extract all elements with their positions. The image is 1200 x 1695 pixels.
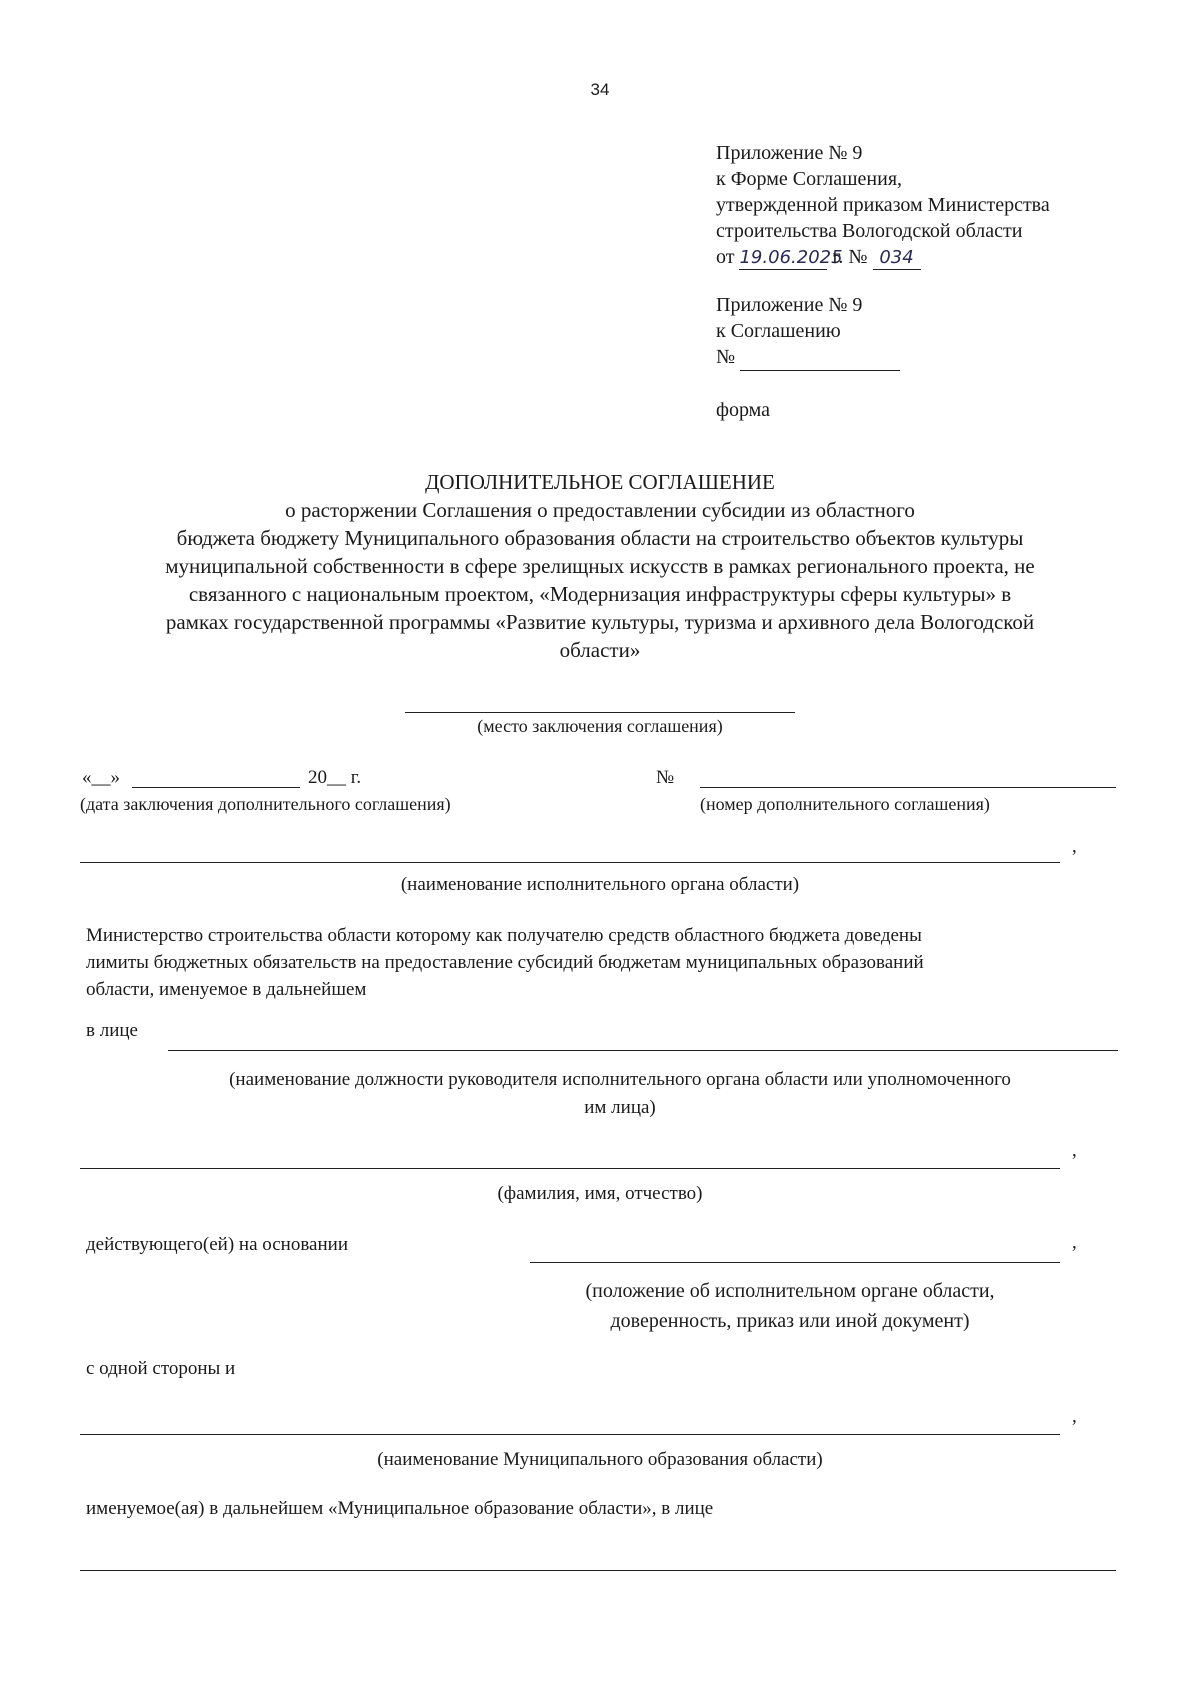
position-caption-line2: им лица) xyxy=(584,1097,656,1118)
date-caption: (дата заключения дополнительного соглашения) xyxy=(80,794,451,814)
supplement-number-blank xyxy=(700,787,1116,788)
appendix-agreement-line1: Приложение № 9 xyxy=(716,294,863,316)
number-label: г. № xyxy=(832,246,868,268)
title-line1: о расторжении Соглашения о предоставлении субсидии из областного xyxy=(285,498,915,522)
handwritten-date: 19.06.2025 xyxy=(739,247,843,268)
title-line3: муниципальной собственности в сфере зрелищных искусств в рамках регионального проекта, не xyxy=(165,554,1035,578)
title-line4: связанного с национальным проектом, «Модернизация инфраструктуры сферы культуры» в xyxy=(188,582,1012,606)
appendix-agreement-number-line xyxy=(716,344,900,371)
appendix-form-line2: к Форме Соглашения, xyxy=(716,168,903,190)
exec-body-comma: , xyxy=(1072,836,1077,857)
basis-caption-line2: доверенность, приказ или иной документ) xyxy=(610,1310,970,1332)
municipality-comma: , xyxy=(1072,1406,1077,1427)
basis-caption-line1: (положение об исполнительном органе области, xyxy=(585,1280,995,1302)
basis-comma: , xyxy=(1072,1232,1077,1253)
date-year: 20__ г. xyxy=(308,767,362,788)
agreement-number-blank xyxy=(740,344,900,371)
agreement-number-label: № xyxy=(716,346,736,368)
supplement-number-label: № xyxy=(656,767,675,788)
appendix-form-block xyxy=(716,140,1050,270)
fio-comma: , xyxy=(1072,1140,1077,1161)
municipality-blank-line xyxy=(80,1434,1060,1435)
page-number: 34 xyxy=(590,80,610,99)
representative-blank-line xyxy=(80,1570,1116,1571)
position-caption xyxy=(100,1066,1140,1122)
title-line5: рамках государственной программы «Развитие культуры, туризма и архивного дела Вологодской xyxy=(165,610,1035,634)
position-blank-line xyxy=(168,1050,1118,1051)
form-label: форма xyxy=(716,399,771,421)
municipality-caption: (наименование Муниципального образования области) xyxy=(377,1449,823,1470)
date-blank-line xyxy=(132,787,300,788)
place-caption: (место заключения соглашения) xyxy=(477,716,723,736)
ministry-line1: Министерство строительства области которому как получателю средств областного бюджета доведены xyxy=(86,925,922,946)
in-person-label: в лице xyxy=(86,1020,138,1041)
basis-blank-line xyxy=(530,1262,1060,1263)
fio-blank-line xyxy=(80,1168,1060,1169)
date-prefix: от xyxy=(716,246,735,268)
one-side-label: с одной стороны и xyxy=(86,1358,236,1379)
position-caption-line1: (наименование должности руководителя исполнительного органа области или уполномоченного xyxy=(229,1069,1011,1090)
basis-caption xyxy=(530,1276,1050,1336)
title-line2: бюджета бюджету Муниципального образования области на строительство объектов культуры xyxy=(176,526,1024,550)
ministry-paragraph xyxy=(86,922,1126,1003)
appendix-agreement-line2: к Соглашению xyxy=(716,320,841,342)
hereinafter-label: именуемое(ая) в дальнейшем «Муниципальное образование области», в лице xyxy=(86,1498,714,1519)
ministry-line2: лимиты бюджетных обязательств на предоставление субсидий бюджетам муниципальных образований xyxy=(86,952,924,973)
date-open-quote: «__» xyxy=(82,767,120,788)
appendix-form-line1: Приложение № 9 xyxy=(716,142,863,164)
title-line6: области» xyxy=(559,638,641,662)
handwritten-number: 034 xyxy=(873,247,921,270)
exec-body-blank-line xyxy=(80,862,1060,863)
appendix-form-line3: утвержденной приказом Министерства xyxy=(716,194,1050,216)
ministry-line3: области, именуемое в дальнейшем xyxy=(86,979,367,1000)
place-blank-line xyxy=(405,712,795,713)
exec-body-caption: (наименование исполнительного органа области) xyxy=(400,874,800,895)
appendix-agreement-block xyxy=(716,292,900,371)
title-heading: ДОПОЛНИТЕЛЬНОЕ СОГЛАШЕНИЕ xyxy=(425,470,775,494)
appendix-form-line4: строительства Вологодской области xyxy=(716,220,1023,242)
document-title xyxy=(70,468,1130,664)
acting-label: действующего(ей) на основании xyxy=(86,1234,348,1255)
appendix-form-date-line xyxy=(716,244,1050,270)
supplement-number-caption: (номер дополнительного соглашения) xyxy=(700,794,990,814)
fio-caption: (фамилия, имя, отчество) xyxy=(497,1183,703,1204)
